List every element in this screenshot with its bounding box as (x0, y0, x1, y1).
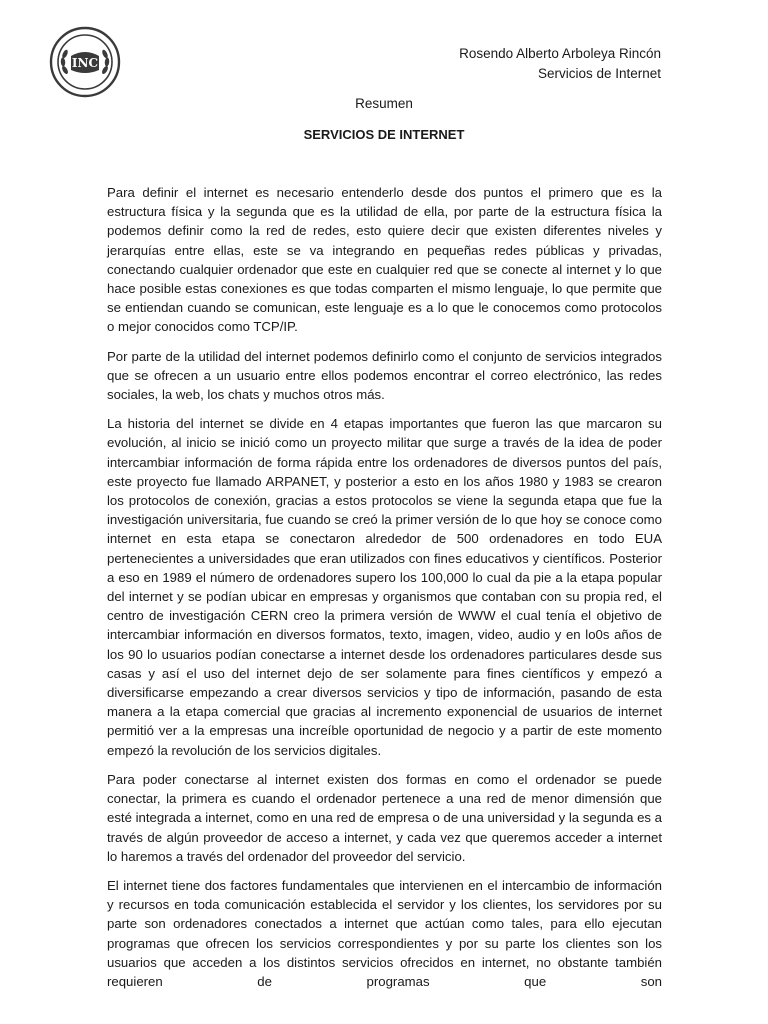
paragraph: La historia del internet se divide en 4 etapas importantes que fueron las que marcaron su evolución, al inicio se inició como un proyecto militar que surge a través de la idea de poder intercambiar información de forma rápida entre los ordenadores de diversos puntos del país, este proyecto fue llamado ARPANET, y posterior a esto en los años 1980 y 1983 se crearon los protocolos de conexión, gracias a estos protocolos se viene la segunda etapa que fue la investigación universitaria, fue cuando se creó la primer versión de lo que hoy se conoce como internet en esta etapa se conectaron alrededor de 500 ordenadores en todo EUA pertenecientes a universidades que eran utilizados con fines educativos y científicos. Posterior a eso en 1989 el número de ordenadores supero los 100,000 lo cual da pie a la etapa popular del internet y se podían ubicar en empresas y organismos que contaban con su propia red, el centro de investigación CERN creo la primera versión de WWW el cual tenía el objetivo de intercambiar información en diversos formatos, texto, imagen, video, audio y en lo0s años de los 90 lo usuarios podían conectarse a internet desde los ordenadores particulares desde sus casas y así el uso del internet dejo de ser solamente para fines científicos y empezó a diversificarse empezando a crear diversos servicios y tipo de información, pasando de esta manera a la etapa comercial que gracias al incremento exponencial de usuarios de internet permitió ver a la empresas una increíble oportunidad de negocio y a partir de este momento empezó la revolución de los servicios digitales. (107, 416, 662, 758)
author-name: Rosendo Alberto Arboleya Rincón (459, 46, 661, 61)
inc-emblem-logo (49, 26, 121, 98)
document-body (107, 183, 662, 1001)
document-header (459, 44, 661, 84)
course-name: Servicios de Internet (537, 66, 661, 81)
paragraph: Para poder conectarse al internet existen dos formas en como el ordenador se puede conectar, la primera es cuando el ordenador pertenece a una red de menor dimensión que esté integrada a internet, como en una red de empresa o de una universidad y la segunda es a través de algún proveedor de acceso a internet, y cada vez que queremos acceder a internet lo haremos a través del ordenador del proveedor del servicio. (107, 771, 662, 864)
paragraph: Por parte de la utilidad del internet podemos definirlo como el conjunto de servicios integrados que se ofrecen a un usuario entre ellos podemos encontrar el correo electrónico, las redes sociales, la web, los chats y muchos otros más. (107, 348, 662, 403)
paragraph: Para definir el internet es necesario entenderlo desde dos puntos el primero que es la estructura física y la segunda que es la utilidad de ella, por parte de la estructura física la podemos definir como la red de redes, esto quiere decir que existen diferentes niveles y jerarquías entre ellas, este se va integrando en pequeñas redes públicas y privadas, conectando cualquier ordenador que este en cualquier red que se conecte al internet y lo que hace posible estas conexiones es que todas comparten el mismo lenguaje, lo que permite que se entiendan cuando se comunican, este lenguaje es a lo que le conocemos como protocolos o mejor conocidos como TCP/IP. (107, 185, 662, 335)
section-label: Resumen (355, 96, 413, 111)
logo-text: INC (71, 56, 99, 70)
paragraph: El internet tiene dos factores fundamentales que intervienen en el intercambio de información y recursos en toda comunicación establecida el servidor y los clientes, los servidores por su parte son ordenadores conectados a internet que actúan como tales, para ello ejecutan programas que ofrecen los servicios correspondientes y por su parte los clientes son los usuarios que acceden a los distintos servicios ofrecidos en internet, no obstante también requieren de programas que son (107, 877, 662, 989)
page-title: SERVICIOS DE INTERNET (303, 127, 465, 142)
